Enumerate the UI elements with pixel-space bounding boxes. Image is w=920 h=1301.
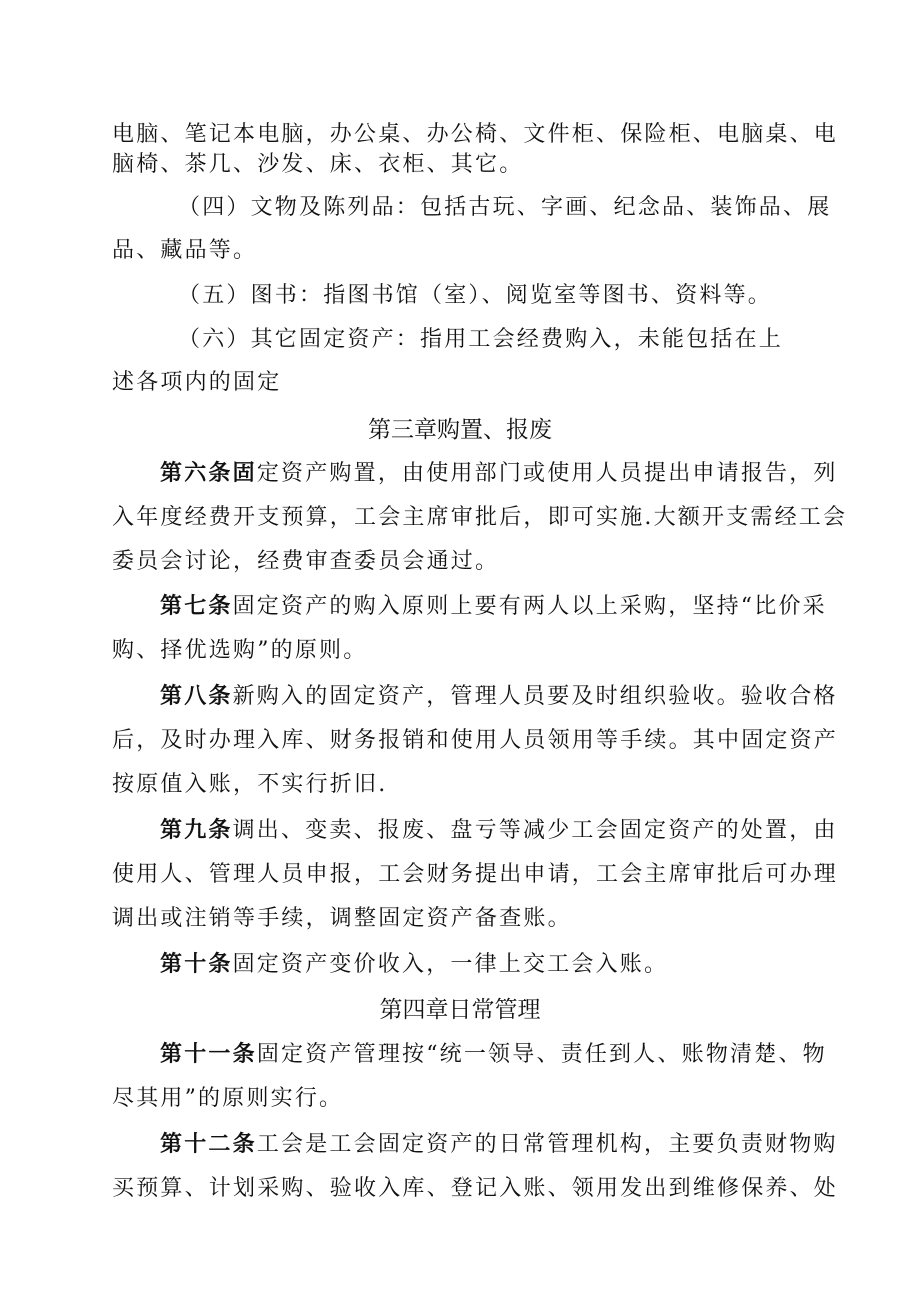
paragraph-item-5: （五）图书：指图书馆（室）、阅览室等图书、资料等。 [178,283,773,308]
article-text: 固定资产管理按“统一领导、责任到人、账物清楚、物 [256,1042,827,1067]
article-text: 固定资产的购入原则上要有两人以上采购，坚持“比价采 [232,594,827,619]
article-7 [160,592,920,622]
text-line: 电脑、笔记本电脑，办公桌、办公椅、文件柜、保险柜、电脑桌、电 [112,122,839,147]
article-8 [160,682,920,712]
article-label: 第十条 [160,952,233,977]
text-line: 述各项内的固定 [112,370,282,395]
text-line: 脑椅、茶几、沙发、床、衣柜、其它。 [112,152,524,177]
text-line: 调出或注销等手续，调整固定资产备查账。 [112,906,572,931]
article-label: 第九条 [160,818,233,843]
article-label: 第六条固 [160,461,257,486]
article-12 [160,1130,920,1160]
article-6 [160,459,920,489]
paragraph-item-6: （六）其它固定资产：指用工会经费购入，未能包括在上 [178,327,784,352]
text-line: 买预算、计划采购、验收入库、登记入账、领用发出到维修保养、处 [112,1176,839,1201]
chapter-heading-3: 第三章购置、报废 [368,417,552,443]
article-11 [160,1040,920,1070]
text-line: 后，及时办理入库、财务报销和使用人员领用等手续。其中固定资产 [112,728,839,753]
article-label: 第十二条 [160,1132,257,1157]
text-line: 委员会讨论，经费审查委员会通过。 [112,549,500,574]
text-line: 尽其用”的原则实行。 [112,1086,344,1111]
paragraph-item-4: （四）文物及陈列品：包括古玩、字画、纪念品、装饰品、展 [178,195,832,220]
article-text: 定资产购置，由使用部门或使用人员提出申请报告，列 [256,461,838,486]
chapter-heading-4: 第四章日常管理 [379,997,541,1023]
article-label: 第七条 [160,594,233,619]
text-line: 入年度经费开支预算，工会主席审批后，即可实施.大额开支需经工会 [112,505,848,530]
article-10 [160,950,920,980]
article-text: 固定资产变价收入，一律上交工会入账。 [232,952,669,977]
text-line: 按原值入账，不实行折旧. [112,772,388,797]
text-line: 使用人、管理人员申报，工会财务提出申请，工会主席审批后可办理 [112,862,839,887]
text-line: 购、择优选购”的原则。 [112,638,368,663]
article-text: 调出、变卖、报废、盘亏等减少工会固定资产的处置，由 [232,818,838,843]
article-label: 第十一条 [160,1042,257,1067]
article-text: 新购入的固定资产，管理人员要及时组织验收。验收合格 [232,684,838,709]
article-label: 第八条 [160,684,233,709]
article-text: 工会是工会固定资产的日常管理机构，主要负责财物购 [256,1132,838,1157]
text-line: 品、藏品等。 [112,238,258,263]
article-9 [160,816,920,846]
